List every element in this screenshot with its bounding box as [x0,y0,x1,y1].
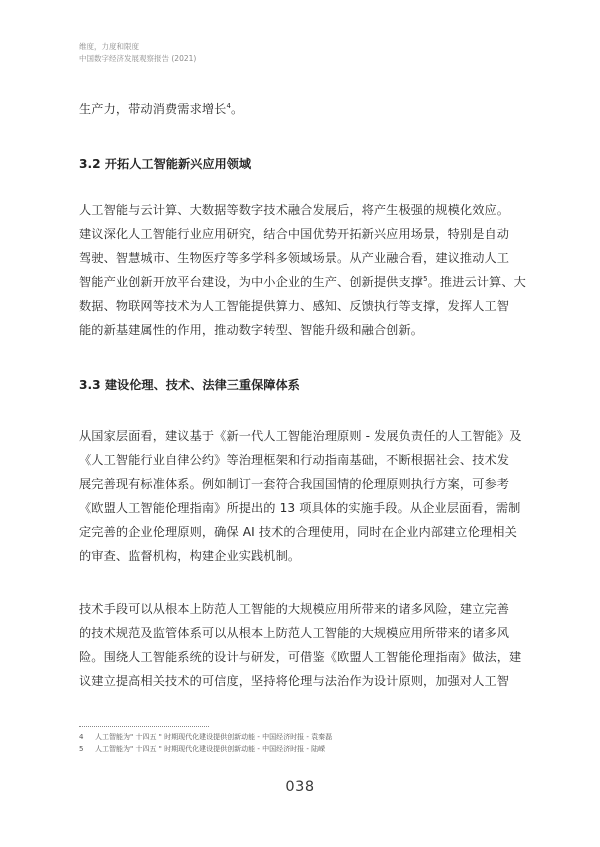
intro-tail: 。 [231,102,244,116]
footnote-number: 4 [79,733,84,741]
paragraph-line: 驾驶、智慧城市、生物医疗等多学科多领域场景。从产业融合看，建议推动人工 [79,251,510,265]
footnote-number: 5 [79,744,84,753]
footnote-ref-4[interactable]: 4 [226,102,232,110]
footnote-text: 人工智能为" 十四五 " 时期现代化建设提供创新动能 - 中国经济时报 - 袁秦磊 [95,733,333,741]
paragraph-line: 的技术规范及监管体系可以从根本上防范人工智能的大规模应用所带来的诸多风 [79,626,510,640]
line-text: 智能产业创新开放平台建设，为中小企业的生产、创新提供支撑 [79,275,424,289]
section-heading-3-2: 3.2 开拓人工智能新兴应用领域 [79,157,252,171]
header-title: 维度，力度和限度 [79,42,139,51]
line-tail: 。推进云计算、大 [427,275,526,289]
paragraph-line: 展完善现有标准体系。例如制订一套符合我国国情的伦理原则执行方案，可参考 [79,477,510,491]
paragraph-line: 险。围绕人工智能系统的设计与研发，可借鉴《欧盟人工智能伦理指南》做法，建 [79,650,522,664]
footnote-item [79,732,332,744]
paragraph-line: 能的新基建属性的作用，推动数字转型、智能升级和融合创新。 [79,323,424,337]
paragraph-line: 数据、物联网等技术为人工智能提供算力、感知、反馈执行等支撑，发挥人工智 [79,299,510,313]
section-3-2-paragraph [79,198,525,342]
section-3-3-paragraph-2 [79,597,525,693]
paragraph-line: 的审查、监督机构，构建企业实践机制。 [79,549,301,563]
paragraph-line: 技术手段可以从根本上防范人工智能的大规模应用所带来的诸多风险，建立完善 [79,602,510,616]
footnote-text: 人工智能为" 十四五 " 时期现代化建设提供创新动能 - 中国经济时报 - 陆嵘 [95,744,326,753]
paragraph-line [79,270,525,294]
running-header [79,41,196,65]
page-number: 038 [285,779,315,795]
header-subtitle: 中国数字经济发展观察报告 (2021) [79,54,197,63]
footnote-divider [79,726,209,727]
footnote-item [79,744,332,756]
intro-paragraph [79,97,525,121]
paragraph-line: 《人工智能行业自律公约》等治理框架和行动指南基础，不断根据社会、技术发 [79,453,510,467]
footnote-ref-5[interactable]: 5 [423,275,428,283]
paragraph-line: 人工智能与云计算、大数据等数字技术融合发展后，将产生极强的规模化效应。 [79,203,510,217]
section-heading-3-3: 3.3 建设伦理、技术、法律三重保障体系 [79,378,300,392]
paragraph-line: 建议深化人工智能行业应用研究，结合中国优势开拓新兴应用场景，特别是自动 [79,227,510,241]
intro-text: 生产力，带动消费需求增长 [79,102,227,116]
section-3-3-paragraph-1 [79,424,525,568]
paragraph-line: 《欧盟人工智能伦理指南》所提出的 13 项具体的实施手段。从企业层面看，需制 [79,501,521,515]
paragraph-line: 定完善的企业伦理原则，确保 AI 技术的合理使用，同时在企业内部建立伦理相关 [79,525,517,539]
paragraph-line: 从国家层面看，建议基于《新一代人工智能治理原则 - 发展负责任的人工智能》及 [79,429,522,443]
paragraph-line: 议建立提高相关技术的可信度，坚持将伦理与法治作为设计原则，加强对人工智 [79,674,510,688]
footnotes [79,732,332,755]
